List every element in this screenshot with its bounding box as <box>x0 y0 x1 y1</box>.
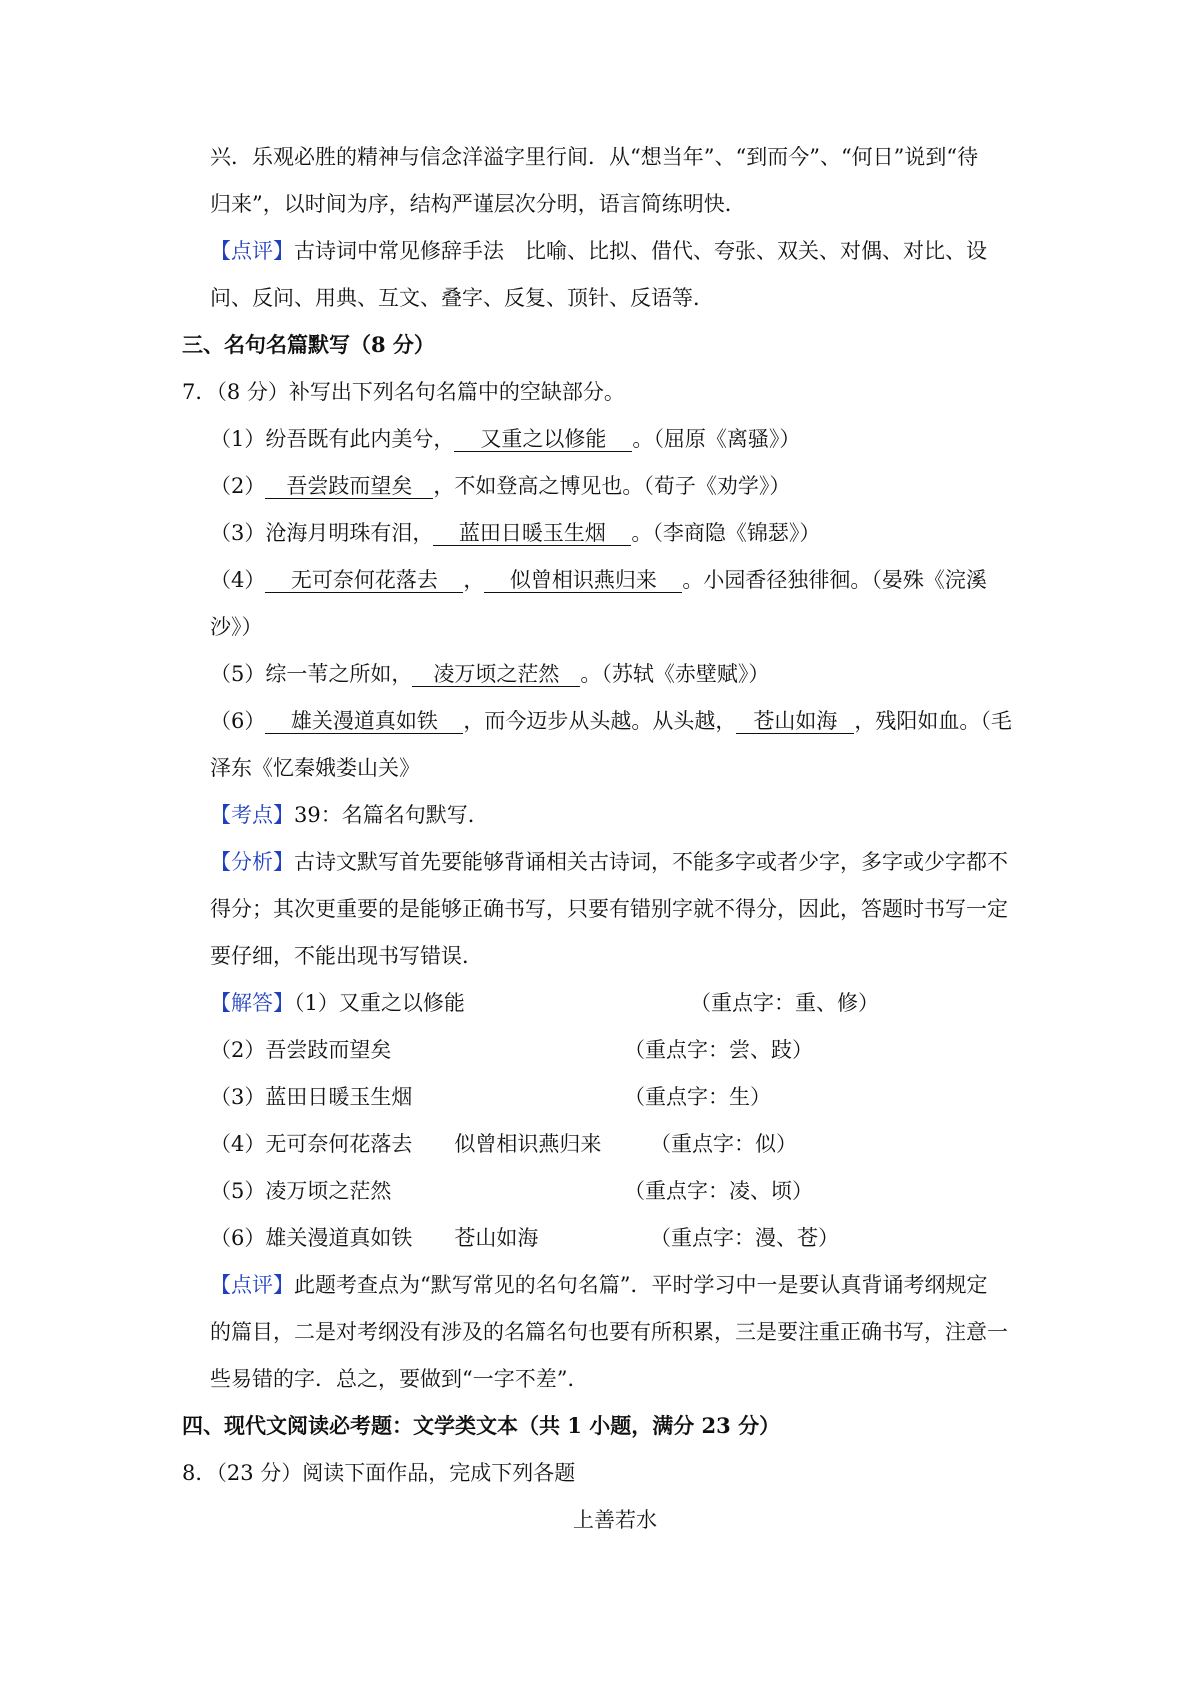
kaodian-text: 39：名篇名句默写． <box>294 803 489 827</box>
blank-item-5 <box>210 660 769 688</box>
item-text: 。（屈原《离骚》） <box>632 427 801 451</box>
item-text: （4） <box>210 568 266 592</box>
answer-text: （3）蓝田日暖玉生烟 <box>210 1085 413 1109</box>
item-text: ，不如登高之博见也。（荀子《劝学》） <box>433 474 791 498</box>
kaodian-line <box>210 801 489 829</box>
answer-text: （6）雄关漫道真如铁 苍山如海 <box>210 1226 539 1250</box>
answer-underline: 无可奈何花落去 <box>265 568 463 593</box>
blank-item-6-cont: 泽东《忆秦娥娄山关》 <box>210 756 420 780</box>
key-chars: （重点字：生） <box>624 1085 771 1109</box>
key-chars: （重点字：凌、顷） <box>624 1179 813 1203</box>
question-7-stem: 7．（8 分）补写出下列名句名篇中的空缺部分。 <box>182 380 625 404</box>
dianping-line-3: 些易错的字．总之，要做到“一字不差”． <box>210 1367 589 1391</box>
jieda-tag: 【解答】 <box>210 991 294 1015</box>
comment-text: 古诗词中常见修辞手法 比喻、比拟、借代、夸张、双关、对偶、对比、设 <box>294 239 987 263</box>
answer-text: （2）吾尝跂而望矣 <box>210 1038 392 1062</box>
item-text: 。（苏轼《赤壁赋》） <box>580 662 770 686</box>
item-text: （1）纷吾既有此内美兮， <box>210 427 455 451</box>
blank-item-4-cont: 沙》） <box>210 615 263 639</box>
dianping-text: 此题考查点为“默写常见的名句名篇”．平时学习中一是要认真背诵考纲规定 <box>294 1273 988 1297</box>
fenxi-line-2: 得分；其次更重要的是能够正确书写，只要有错别字就不得分，因此，答题时书写一定 <box>210 897 1008 921</box>
jieda-line-5 <box>210 1177 930 1205</box>
dianping-line-2: 的篇目，二是对考纲没有涉及的名篇名句也要有所积累，三是要注重正确书写，注意一 <box>210 1320 1008 1344</box>
kaodian-tag: 【考点】 <box>210 803 294 827</box>
prev-analysis-line-2: 归来”，以时间为序，结构严谨层次分明，语言简练明快． <box>210 192 746 216</box>
jieda-line-4 <box>210 1130 930 1158</box>
blank-item-6 <box>210 707 1012 735</box>
dianping-tag: 【点评】 <box>210 1273 294 1297</box>
section-3-heading: 三、名句名篇默写（8 分） <box>182 332 435 357</box>
key-chars: （重点字：漫、苍） <box>650 1226 839 1250</box>
item-text: （5）综一苇之所如， <box>210 662 413 686</box>
key-chars: （重点字：尝、跂） <box>624 1038 813 1062</box>
section-4-heading: 四、现代文阅读必考题：文学类文本（共 1 小题，满分 23 分） <box>182 1413 781 1438</box>
dianping-line-1 <box>210 1271 987 1299</box>
jieda-line-2 <box>210 1036 930 1064</box>
item-text: ， <box>463 568 485 592</box>
key-chars: （重点字：重、修） <box>690 991 879 1015</box>
blank-item-4 <box>210 566 987 594</box>
prev-analysis-line-1: 兴．乐观必胜的精神与信念洋溢字里行间．从“想当年”、“到而今”、“何日”说到“待 <box>210 145 979 169</box>
question-8-stem: 8．（23 分）阅读下面作品，完成下列各题 <box>182 1461 576 1485</box>
blank-item-1 <box>210 425 800 453</box>
jieda-line-3 <box>210 1083 930 1111</box>
comment-tag: 【点评】 <box>210 239 294 263</box>
item-text: （2） <box>210 474 266 498</box>
blank-item-2 <box>210 472 790 500</box>
answer-underline: 吾尝跂而望矣 <box>265 474 433 499</box>
item-text: ，残阳如血。（毛 <box>854 709 1012 733</box>
answer-underline: 凌万顷之茫然 <box>412 662 580 687</box>
key-chars: （重点字：似） <box>650 1132 797 1156</box>
jieda-line-6 <box>210 1224 930 1252</box>
item-text: 。小园香径独徘徊。（晏殊《浣溪 <box>682 568 987 592</box>
item-text: （3）沧海月明珠有泪， <box>210 521 434 545</box>
fenxi-tag: 【分析】 <box>210 850 294 874</box>
answer-text: （4）无可奈何花落去 似曾相识燕归来 <box>210 1132 602 1156</box>
prev-comment-line-1 <box>210 237 987 265</box>
fenxi-line-1 <box>210 848 1008 876</box>
jieda-line-1 <box>210 989 930 1017</box>
fenxi-line-3: 要仔细，不能出现书写错误． <box>210 944 483 968</box>
answer-underline: 蓝田日暖玉生烟 <box>433 521 631 546</box>
item-text: ，而今迈步从头越。从头越， <box>463 709 737 733</box>
answer-underline: 雄关漫道真如铁 <box>265 709 463 734</box>
answer-underline: 又重之以修能 <box>454 427 632 452</box>
answer-underline: 苍山如海 <box>736 709 854 734</box>
prev-comment-line-2: 问、反问、用典、互文、叠字、反复、顶针、反语等． <box>210 286 714 310</box>
answer-text: （5）凌万顷之茫然 <box>210 1179 392 1203</box>
item-text: 。（李商隐《锦瑟》） <box>631 521 821 545</box>
blank-item-3 <box>210 519 820 547</box>
fenxi-text: 古诗文默写首先要能够背诵相关古诗词，不能多字或者少字，多字或少字都不 <box>294 850 1008 874</box>
item-text: （6） <box>210 709 266 733</box>
answer-underline: 似曾相识燕归来 <box>484 568 682 593</box>
answer-text: （1）又重之以修能 <box>294 991 465 1015</box>
passage-title: 上善若水 <box>573 1508 657 1532</box>
